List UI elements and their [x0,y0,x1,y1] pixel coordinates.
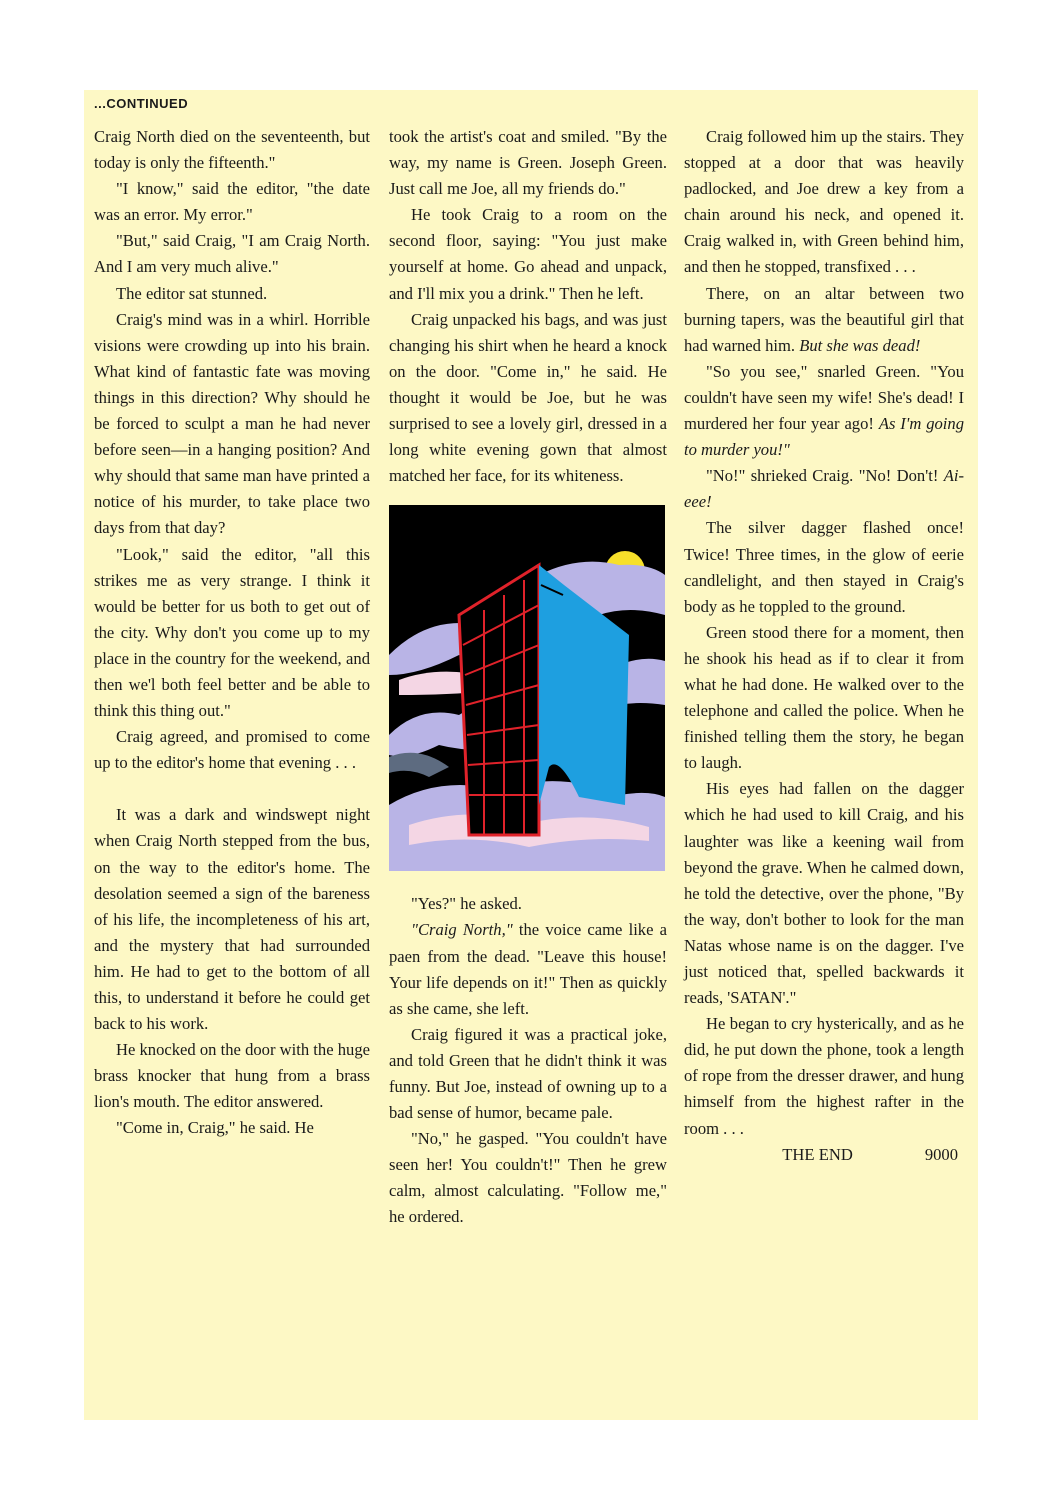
paragraph: The silver dagger flashed once! Twice! Three times, in the glow of eerie candlelight, and then stayed in Craig's body as he toppled to the ground. [684,518,964,616]
paragraph: "But," said Craig, "I am Craig North. And I am very much alive." [94,231,370,277]
paragraph-text: There, on an altar between two burning tapers, was the beautiful girl that had warned him. [684,283,964,355]
paragraph: His eyes had fallen on the dagger which he had used to kill Craig, and his laughter was like a keening wail from beyond the grave. When he calmed down, he told the detective, over the phone, "By the way, don't bother to look for the man Natas whose name is on the dagger. I've just noticed that, spelled backwards it reads, 'SATAN'." [684,779,964,1008]
emphasis-text: "Craig North," [411,920,513,940]
emphasis-text: As I'm going to murder you!" [684,414,965,460]
paragraph: Craig followed him up the stairs. They stopped at a door that was heavily padlocked, and Joe drew a key from a chain around his neck, and opened it. Craig walked in, with Green behind him, and then he stopped, transfixed . . . [684,127,964,277]
story-code: 9000 [924,1144,958,1164]
continued-header: ...CONTINUED [94,96,189,111]
paragraph: Craig North died on the seventeenth, but today is only the fifteenth." [94,127,370,173]
paragraph: Green stood there for a moment, then he shook his head as if to clear it from what he had done. He walked over to the telephone and called the police. When he finished telling them the story, he began to laugh. [684,622,964,773]
night-house-illustration [389,505,665,871]
paragraph: "Look," said the editor, "all this strikes me as very strange. I think it would be better for us both to get out of the city. Why don't you come up to my place in the country for the weekend, and then we'l both feel better and be able to think this thing out." [94,544,370,721]
emphasis-text: But she was dead! [799,335,921,355]
paragraph: Craig's mind was in a whirl. Horrible visions were crowding up into his brain. What kind of fantastic fate was moving things in this direction? Why should he be forced to sculpt a man he had never before seen—in a hanging position? And why should that same man have printed a notice of his murder, to take place two days from that day? [94,309,370,538]
paragraph: Craig figured it was a practical joke, and told Green that he didn't think it was funny. But Joe, instead of owning up to a bad sense of humor, became pale. [389,1024,667,1123]
paragraph-text: "So you see," snarled Green. "You couldn't have seen my wife! She's dead! I murdered her four year ago! [684,361,964,434]
paragraph-text: "No!" shrieked Craig. "No! Don't! [706,466,944,486]
paragraph: "No," he gasped. "You couldn't have seen her! You couldn't!" Then he grew calm, almost calculating. "Follow me," he ordered. [389,1129,667,1227]
paragraph: He took Craig to a room on the second floor, saying: "You just make yourself at home. Go ahead and unpack, and I'll mix you a drink." Then he left. [389,205,667,303]
paragraph: He knocked on the door with the huge brass knocker that hung from a brass lion's mouth. The editor answered. [94,1040,370,1112]
the-end-label: THE END [782,1144,853,1164]
paragraph: The editor sat stunned. [116,283,268,303]
paragraph: "Yes?" he asked. [411,894,522,914]
emphasis-text: Ai-eee! [684,466,964,512]
illustration-panel [389,505,665,871]
paragraph: It was a dark and windswept night when Craig North stepped from the bus, on the way to the editor's home. The desolation seemed a sign of the bareness of his life, the incompleteness of his art, and the mystery that had surrounded him. He had to get to the bottom of all this, to understand it before he could get back to his work. [94,805,370,1034]
paragraph [684,463,964,515]
paragraph: He began to cry hysterically, and as he did, he put down the phone, took a length of rope from the dresser drawer, and hung himself from the highest rafter in the room . . . [684,1014,964,1138]
paragraph: "I know," said the editor, "the date was an error. My error." [94,179,370,225]
paragraph [684,281,964,359]
paragraph: took the artist's coat and smiled. "By the way, my name is Green. Joseph Green. Just call me Joe, all my friends do." [389,127,667,199]
paragraph [684,359,964,463]
paragraph [389,917,667,1021]
text-column-1 [94,124,370,1142]
paragraph: "Come in, Craig," he said. He [116,1118,314,1138]
story-ending [684,1142,964,1168]
paragraph: Craig unpacked his bags, and was just changing his shirt when he heard a knock on the door. "Come in," he said. He thought it would be Joe, but he was surprised to see a lovely girl, dressed in a long white evening gown that almost matched her face, for its whiteness. [389,309,667,486]
paragraph-text: the voice came like a paen from the dead. "Leave this house! Your life depends on it!" Then as quickly as she came, she left. [389,920,667,1018]
story-page [84,90,978,1420]
text-column-3 [684,124,964,1168]
paragraph: Craig agreed, and promised to come up to the editor's home that evening . . . [94,727,370,773]
text-column-2 [389,124,667,1231]
